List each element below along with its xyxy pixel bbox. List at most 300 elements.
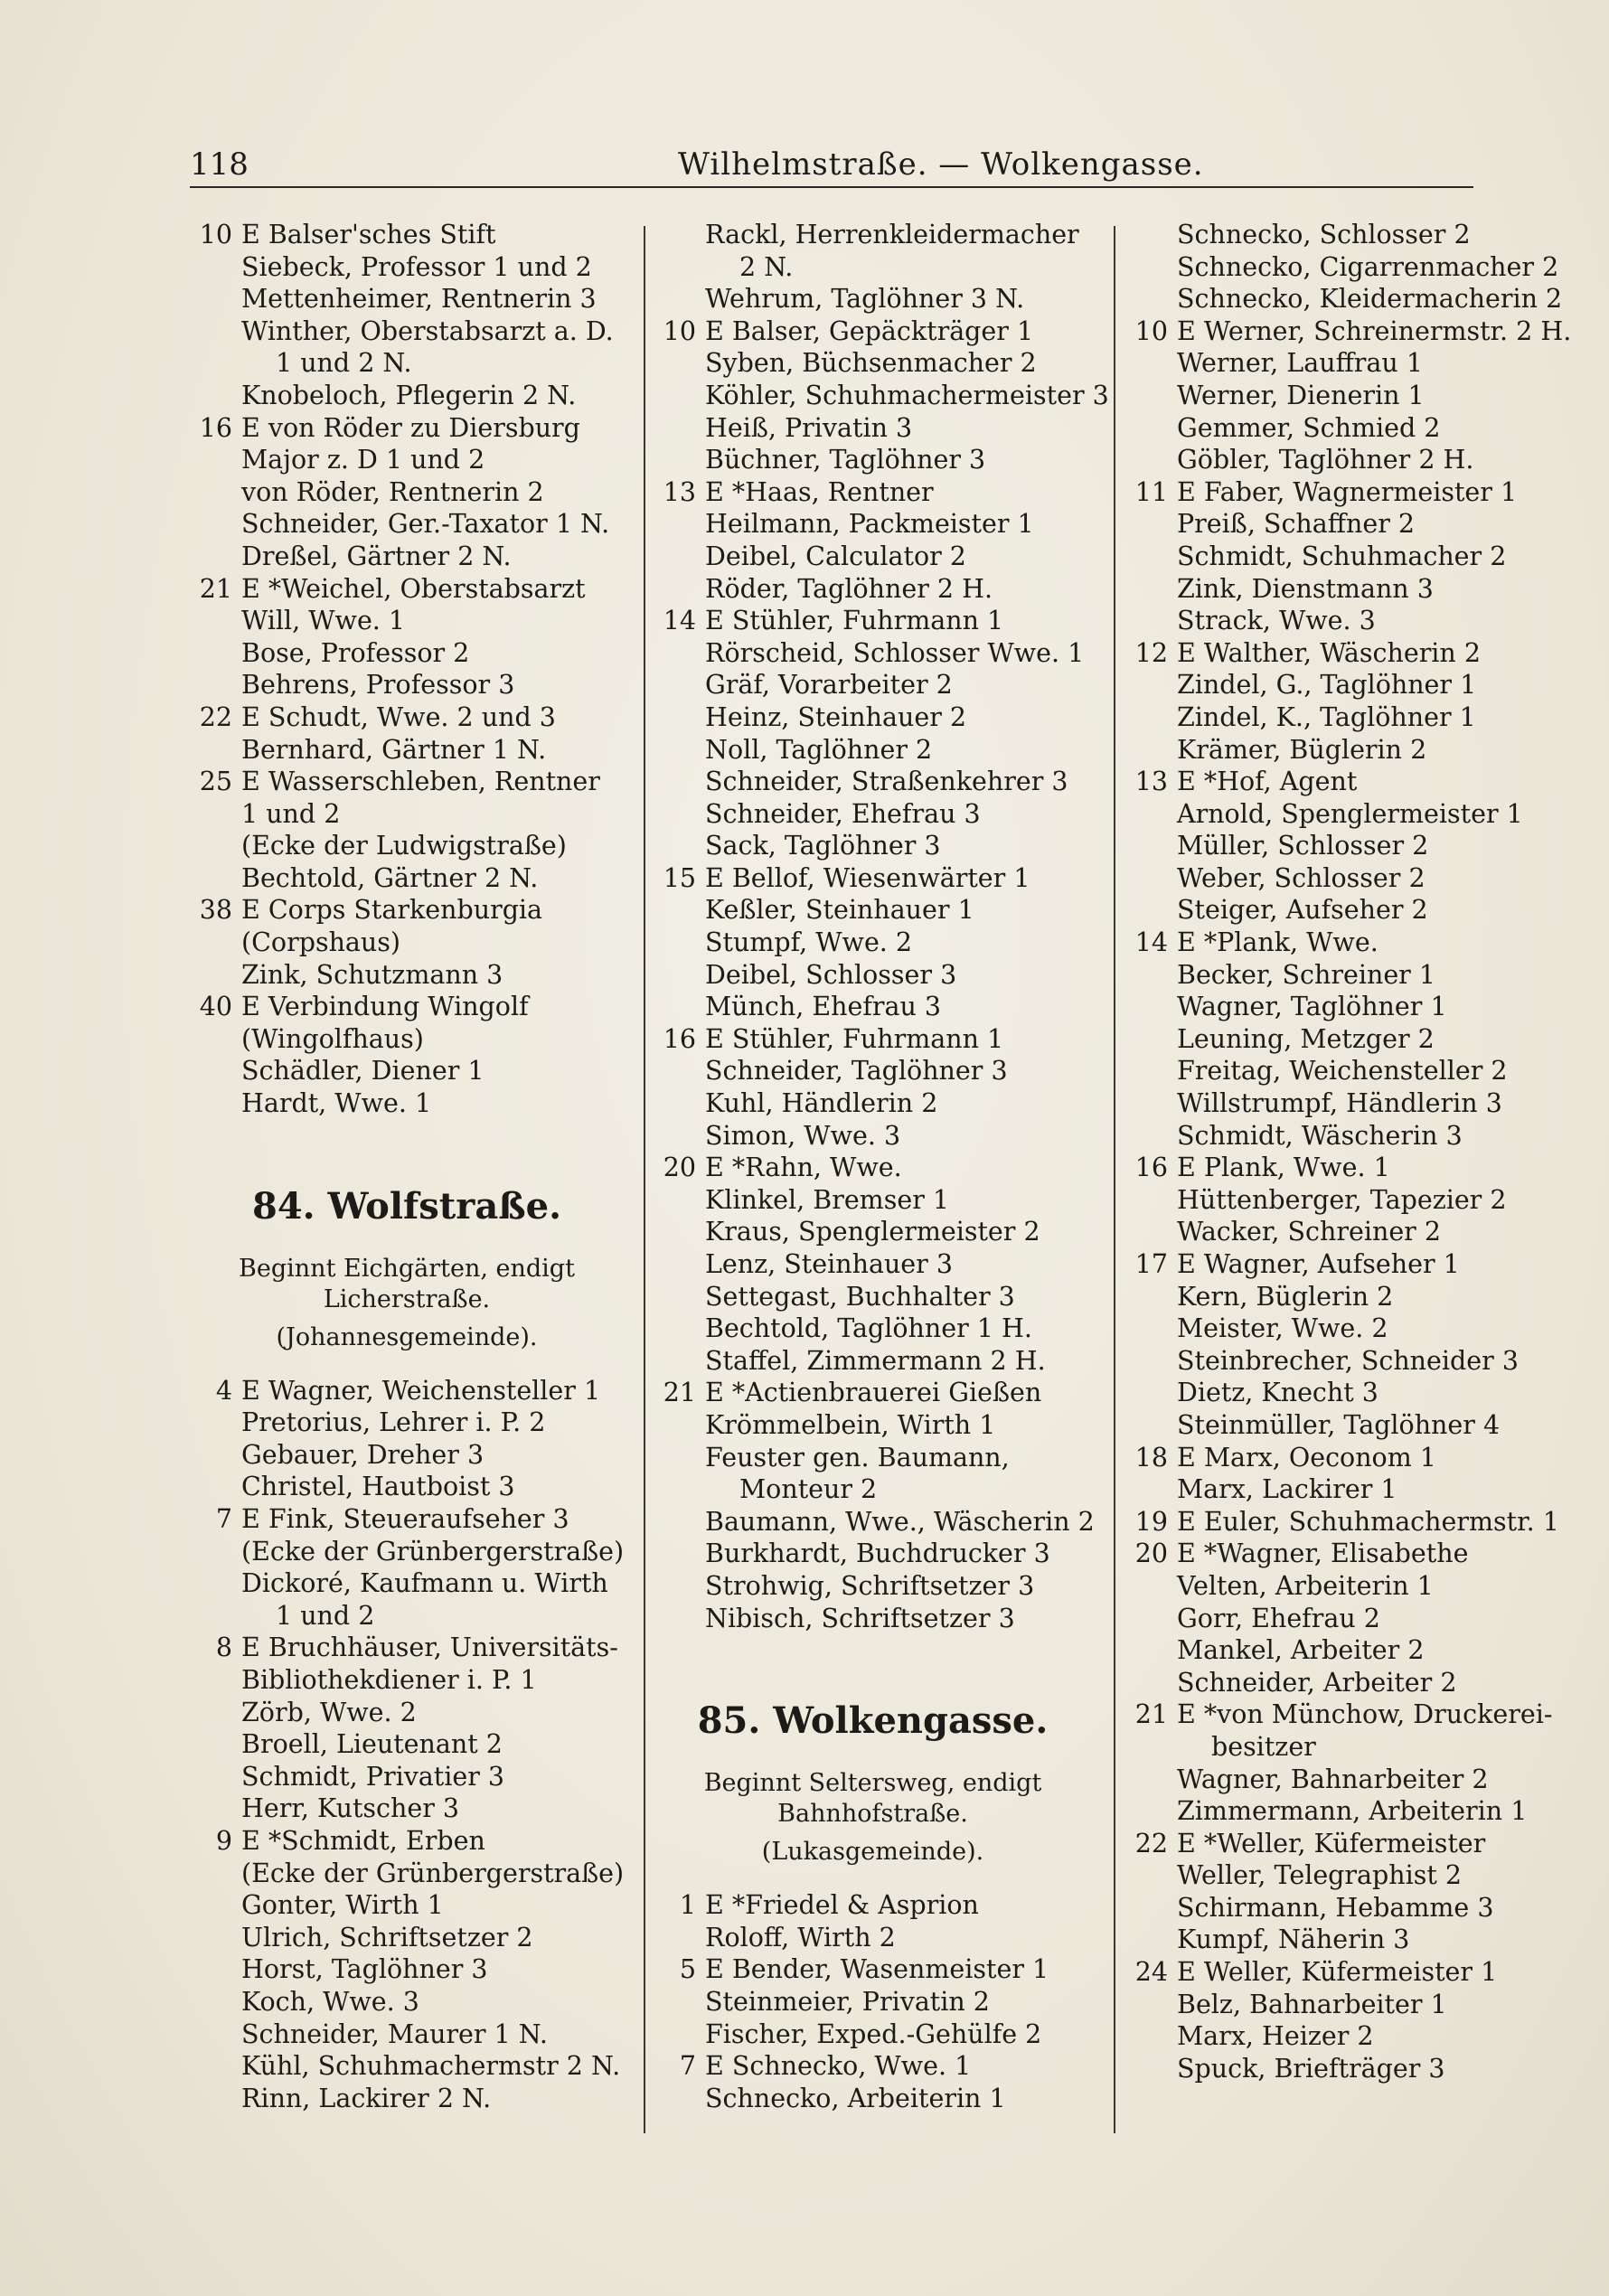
entry-text: E *Actienbrauerei Gießen	[705, 1378, 1042, 1408]
directory-entry	[649, 766, 1096, 798]
directory-entry	[1121, 798, 1523, 831]
entry-text: Herr, Kutscher 3	[241, 1793, 460, 1824]
directory-entry	[649, 669, 1096, 701]
entry-text: Krömmelbein, Wirth 1	[705, 1409, 996, 1440]
directory-entry	[185, 508, 628, 541]
entry-text: Dietz, Knecht 3	[1177, 1378, 1378, 1408]
directory-entry	[185, 1953, 628, 1986]
entries-wilhelmstrasse-col2	[649, 219, 1109, 1634]
entry-text: E Verbindung Wingolf	[241, 992, 529, 1022]
entry-text: E Weller, Küfermeister 1	[1177, 1957, 1498, 1988]
directory-entry	[1121, 219, 1519, 251]
directory-entry	[1121, 1956, 1519, 1989]
entry-text: Keßler, Steinhauer 1	[705, 895, 974, 926]
directory-entry	[649, 894, 1096, 927]
directory-entry	[185, 1439, 628, 1472]
directory-entry	[649, 412, 1096, 445]
directory-entry	[185, 1055, 628, 1087]
house-number: 21	[199, 573, 232, 604]
directory-entry	[185, 1600, 628, 1633]
directory-entry	[1121, 1120, 1519, 1153]
directory-entry	[649, 2050, 1096, 2083]
directory-entry	[1121, 1924, 1519, 1956]
entry-text: (Ecke der Grünbergerstraße)	[241, 1858, 625, 1888]
directory-entry	[649, 734, 1096, 767]
house-number: 12	[1134, 637, 1168, 668]
entry-text: 1 und 2 N.	[276, 348, 412, 379]
entry-text: Horst, Taglöhner 3	[241, 1954, 488, 1985]
entry-text: E *Plank, Wwe.	[1177, 927, 1378, 958]
entry-text: Leuning, Metzger 2	[1177, 1023, 1435, 1054]
section-85-description: Beginnt Seltersweg, endigt	[703, 1769, 1042, 1798]
entry-text: Heilmann, Packmeister 1	[705, 509, 1034, 540]
entry-text: Werner, Lauffrau 1	[1177, 348, 1423, 379]
entries-wilhelmstrasse-col1	[185, 219, 628, 1120]
house-number: 1	[679, 1890, 696, 1921]
entry-text: Werner, Dienerin 1	[1177, 380, 1425, 410]
directory-entry	[1121, 894, 1519, 927]
entry-text: Zink, Dienstmann 3	[1177, 573, 1434, 604]
directory-entry	[185, 347, 628, 380]
house-number: 7	[679, 2051, 696, 2082]
entry-text: Feuster gen. Baumann,	[705, 1442, 1010, 1473]
entry-text: von Röder, Rentnerin 2	[241, 476, 544, 507]
directory-entry	[1121, 1087, 1519, 1120]
directory-entry	[185, 1375, 628, 1407]
house-number: 17	[1134, 1249, 1168, 1279]
entry-text: Knobeloch, Pflegerin 2 N.	[241, 380, 577, 410]
running-title: Wilhelmstraße. — Wolkengasse.	[678, 146, 1204, 183]
directory-entry	[1121, 1764, 1519, 1796]
directory-entry	[649, 637, 1096, 670]
directory-entry	[185, 2050, 628, 2083]
directory-entry	[185, 1407, 628, 1439]
directory-entry	[185, 1023, 628, 1056]
directory-entry	[1121, 1184, 1519, 1217]
directory-entry	[185, 2083, 628, 2115]
directory-entry	[185, 412, 628, 445]
house-number: 20	[663, 1153, 696, 1183]
entry-text: Schmidt, Schuhmacher 2	[1177, 541, 1507, 571]
entry-text: E Balser'sches Stift	[241, 220, 496, 249]
entry-text: Preiß, Schaffner 2	[1177, 509, 1416, 540]
house-number: 8	[215, 1633, 232, 1663]
directory-entry	[1121, 1055, 1519, 1087]
directory-entry	[1121, 734, 1519, 767]
entry-text: Zimmermann, Arbeiterin 1	[1177, 1796, 1528, 1827]
directory-entry	[1121, 251, 1559, 284]
entry-text: Arnold, Spenglermeister 1	[1177, 798, 1523, 829]
entry-text: Schmidt, Wäscherin 3	[1177, 1120, 1463, 1151]
entry-text: Wagner, Bahnarbeiter 2	[1177, 1764, 1489, 1794]
entry-text: Wagner, Taglöhner 1	[1177, 992, 1447, 1022]
entry-text: Noll, Taglöhner 2	[705, 734, 933, 765]
directory-entry	[649, 830, 1096, 862]
directory-entry	[1121, 1859, 1519, 1892]
directory-entry	[1121, 1216, 1519, 1248]
directory-entry	[185, 1986, 628, 2018]
directory-entry	[649, 959, 1096, 992]
directory-entry	[1121, 991, 1519, 1023]
house-number: 16	[663, 1023, 696, 1054]
entry-text: Monteur 2	[739, 1474, 878, 1505]
directory-entry	[1121, 605, 1519, 637]
entry-text: Göbler, Taglöhner 2 H.	[1177, 445, 1474, 475]
entry-text: Kumpf, Näherin 3	[1177, 1924, 1410, 1955]
entry-text: Lenz, Steinhauer 3	[705, 1249, 953, 1279]
entry-text: Baumann, Wwe., Wäscherin 2	[705, 1506, 1095, 1537]
house-number: 10	[199, 220, 232, 249]
entries-wolkengasse-col3	[1121, 219, 1572, 2084]
entry-text: Gonter, Wirth 1	[241, 1890, 444, 1921]
directory-entry	[1121, 1570, 1519, 1603]
directory-entry	[185, 444, 628, 476]
directory-entry	[649, 347, 1096, 380]
entry-text: Schneider, Taglöhner 3	[705, 1056, 1008, 1087]
entry-text: Stumpf, Wwe. 2	[705, 927, 913, 958]
entry-text: E *Weichel, Oberstabsarzt	[241, 573, 586, 604]
entry-text: Schneider, Arbeiter 2	[1177, 1667, 1457, 1698]
page-header	[190, 146, 1482, 192]
directory-entry	[185, 1536, 628, 1568]
directory-entry	[1121, 412, 1519, 445]
directory-entry	[1121, 2053, 1519, 2085]
house-number: 38	[199, 895, 232, 926]
directory-entry	[1121, 1023, 1519, 1056]
directory-entry	[649, 283, 1096, 315]
entry-text: Hüttenberger, Tapezier 2	[1177, 1184, 1507, 1215]
entry-text: Heiß, Privatin 3	[705, 412, 913, 443]
entry-text: E Schnecko, Wwe. 1	[705, 2051, 972, 2082]
directory-entry	[649, 444, 1096, 476]
directory-entry	[1121, 669, 1519, 701]
entry-text: Gräf, Vorarbeiter 2	[705, 670, 953, 701]
directory-entry	[185, 476, 628, 509]
entry-text: Mankel, Arbeiter 2	[1177, 1635, 1425, 1666]
directory-entry	[649, 1442, 1096, 1474]
directory-entry	[1121, 1795, 1528, 1828]
entry-text: Weller, Telegraphist 2	[1177, 1860, 1463, 1891]
directory-entry	[1121, 1409, 1519, 1442]
directory-entry	[185, 734, 628, 767]
directory-entry	[185, 1922, 628, 1954]
entry-text: E *Hof, Agent	[1177, 767, 1358, 797]
entry-text: (Ecke der Ludwigstraße)	[241, 831, 567, 861]
entry-text: Major z. D 1 und 2	[241, 445, 485, 475]
directory-entry	[185, 283, 628, 315]
entry-text: E Wasserschleben, Rentner	[241, 767, 600, 797]
directory-entry	[1121, 1442, 1519, 1474]
directory-entry	[185, 798, 628, 831]
header-rule	[190, 186, 1473, 188]
directory-entry	[649, 1248, 1096, 1281]
directory-entry	[185, 1793, 628, 1825]
directory-entry	[185, 251, 628, 284]
directory-entry	[649, 1986, 1096, 2018]
entry-text: (Wingolfhaus)	[241, 1023, 424, 1054]
house-number: 40	[199, 992, 232, 1022]
entry-text: Velten, Arbeiterin 1	[1177, 1570, 1434, 1601]
entry-text: Schneider, Ehefrau 3	[705, 798, 981, 829]
directory-entry	[1121, 830, 1519, 862]
entry-text: E *Rahn, Wwe.	[705, 1153, 902, 1183]
entry-text: Rinn, Lackirer 2 N.	[241, 2083, 492, 2113]
house-number: 5	[679, 1954, 696, 1985]
directory-entry	[185, 1728, 628, 1761]
entry-text: 2 N.	[739, 251, 794, 282]
entry-text: E Bellof, Wiesenwärter 1	[705, 862, 1030, 893]
column-divider	[1114, 226, 1115, 2133]
entry-text: 1 und 2	[276, 1600, 375, 1631]
directory-entry	[649, 476, 1096, 509]
entry-text: Steiger, Aufseher 2	[1177, 895, 1428, 926]
house-number: 16	[199, 412, 232, 443]
entry-text: Steinbrecher, Schneider 3	[1177, 1345, 1519, 1376]
entry-text: E *Haas, Rentner	[705, 476, 934, 507]
directory-entry	[649, 1281, 1096, 1313]
entry-text: Wacker, Schreiner 2	[1177, 1217, 1441, 1247]
directory-entry	[185, 637, 628, 670]
house-number: 15	[663, 862, 696, 893]
directory-entry	[185, 959, 628, 992]
entry-text: Nibisch, Schriftsetzer 3	[705, 1603, 1015, 1633]
directory-entry	[649, 605, 1096, 637]
entry-text: Deibel, Schlosser 3	[705, 959, 957, 990]
entry-text: Pretorius, Lehrer i. P. 2	[241, 1407, 546, 1438]
entry-text: Simon, Wwe. 3	[705, 1120, 901, 1151]
entry-text: Schmidt, Privatier 3	[241, 1761, 505, 1792]
entry-text: Köhler, Schuhmachermeister 3	[705, 380, 1109, 410]
entry-text: Marx, Lackirer 1	[1177, 1474, 1397, 1505]
entry-text: E Fink, Steueraufseher 3	[241, 1504, 569, 1534]
entry-text: Bechtold, Taglöhner 1 H.	[705, 1313, 1032, 1344]
entry-text: Bernhard, Gärtner 1 N.	[241, 734, 547, 765]
entry-text: E *Weller, Küfermeister	[1177, 1828, 1486, 1858]
directory-entry	[649, 1087, 1096, 1120]
entry-text: Zindel, G., Taglöhner 1	[1177, 670, 1477, 701]
directory-entry	[649, 251, 1096, 284]
entry-text: Rackl, Herrenkleidermacher	[705, 220, 1079, 249]
directory-entry	[1121, 637, 1519, 670]
directory-entry	[1121, 1473, 1519, 1506]
entry-text: Staffel, Zimmermann 2 H.	[705, 1345, 1046, 1376]
entry-text: Marx, Heizer 2	[1177, 2021, 1374, 2052]
directory-entry	[1121, 476, 1519, 509]
column-1	[185, 219, 628, 2114]
entry-text: E *Friedel & Asprion	[705, 1890, 979, 1921]
directory-entry	[1121, 541, 1519, 573]
directory-entry	[1121, 701, 1519, 734]
entry-text: Schnecko, Kleidermacherin 2	[1177, 284, 1563, 315]
directory-entry	[185, 766, 628, 798]
directory-entry	[649, 1216, 1096, 1248]
directory-entry	[649, 2083, 1096, 2115]
directory-entry	[649, 508, 1096, 541]
section-84-description: Licherstraße.	[323, 1284, 491, 1313]
house-number: 21	[663, 1378, 696, 1408]
entry-text: Gorr, Ehefrau 2	[1177, 1603, 1380, 1633]
entry-text: Behrens, Professor 3	[241, 670, 515, 701]
directory-entry	[185, 1664, 628, 1697]
directory-entry	[185, 701, 628, 734]
column-3	[1121, 219, 1572, 2084]
directory-entry	[1121, 1538, 1519, 1570]
house-number: 13	[1134, 767, 1168, 797]
entry-text: Koch, Wwe. 3	[241, 1986, 419, 2017]
directory-entry	[185, 1567, 628, 1600]
entry-text: Strack, Wwe. 3	[1177, 606, 1376, 636]
entry-text: E Faber, Wagnermeister 1	[1177, 476, 1518, 507]
directory-entry	[649, 701, 1096, 734]
entry-text: E Wagner, Weichensteller 1	[241, 1375, 601, 1406]
directory-entry	[649, 1184, 1096, 1217]
directory-entry	[1121, 1828, 1519, 1860]
directory-entry	[185, 1471, 628, 1503]
entry-text: Syben, Büchsenmacher 2	[705, 348, 1037, 379]
entry-text: E *von Münchow, Druckerei-	[1177, 1699, 1553, 1730]
entry-text: Büchner, Taglöhner 3	[705, 445, 986, 475]
entry-text: Zörb, Wwe. 2	[241, 1697, 417, 1727]
entry-text: Christel, Hautboist 3	[241, 1472, 515, 1502]
directory-entry	[1121, 1248, 1519, 1281]
directory-entry	[185, 991, 628, 1023]
entry-text: Willstrumpf, Händlerin 3	[1177, 1088, 1502, 1119]
directory-entry	[649, 1055, 1096, 1087]
column-divider	[644, 226, 645, 2133]
entry-text: E Marx, Oeconom 1	[1177, 1442, 1436, 1473]
house-number: 13	[663, 476, 696, 507]
entry-text: Roloff, Wirth 2	[705, 1922, 896, 1953]
directory-entry	[185, 541, 628, 573]
directory-entry	[1121, 1281, 1519, 1313]
directory-entry	[185, 1825, 628, 1858]
directory-entry	[1121, 1667, 1519, 1699]
directory-entry	[649, 1152, 1096, 1184]
directory-entry	[1121, 1698, 1553, 1731]
directory-entry	[1121, 380, 1519, 412]
entry-text: Freitag, Weichensteller 2	[1177, 1056, 1508, 1087]
directory-entry	[185, 315, 628, 348]
directory-entry	[1121, 2020, 1519, 2053]
entry-text: Zindel, K., Taglöhner 1	[1177, 701, 1476, 732]
house-number: 22	[199, 701, 232, 732]
entry-text: Kern, Büglerin 2	[1177, 1281, 1394, 1312]
entry-text: E Euler, Schuhmachermstr. 1	[1177, 1506, 1559, 1537]
entry-text: Schneider, Maurer 1 N.	[241, 2018, 548, 2049]
entry-text: E Stühler, Fuhrmann 1	[705, 1023, 1004, 1054]
entry-text: Kraus, Spenglermeister 2	[705, 1217, 1040, 1247]
directory-entry	[1121, 1313, 1519, 1345]
directory-entry	[185, 1632, 628, 1664]
entry-text: Broell, Lieutenant 2	[241, 1729, 503, 1760]
entry-text: Zink, Schutzmann 3	[241, 959, 503, 990]
directory-entry	[1121, 766, 1519, 798]
section-85-parish: (Lukasgemeinde).	[761, 1838, 984, 1867]
entry-text: E *Schmidt, Erben	[241, 1825, 485, 1856]
directory-entry	[649, 927, 1096, 959]
entry-text: Belz, Bahnarbeiter 1	[1177, 1989, 1447, 2019]
entry-text: E Schudt, Wwe. 2 und 3	[241, 701, 556, 732]
entry-text: Burkhardt, Buchdrucker 3	[705, 1539, 1050, 1569]
directory-entry	[649, 1538, 1096, 1570]
entry-text: Krämer, Büglerin 2	[1177, 734, 1427, 765]
entry-text: E Werner, Schreinermstr. 2 H.	[1177, 315, 1572, 346]
entry-text: E *Wagner, Elisabethe	[1177, 1539, 1469, 1569]
section-84-title: 84. Wolfstraße.	[251, 1184, 561, 1228]
directory-entry	[649, 1313, 1096, 1345]
entry-text: (Corpshaus)	[241, 927, 401, 958]
directory-entry	[1121, 927, 1519, 959]
directory-entry	[1121, 1892, 1519, 1924]
entry-text: Sack, Taglöhner 3	[705, 831, 941, 861]
entry-text: (Ecke der Grünbergerstraße)	[241, 1536, 625, 1567]
entry-text: Wehrum, Taglöhner 3 N.	[705, 284, 1025, 315]
entry-text: Bibliothekdiener i. P. 1	[241, 1664, 537, 1695]
house-number: 14	[1134, 927, 1168, 958]
column-2	[649, 219, 1109, 2114]
directory-entry	[185, 1889, 628, 1922]
directory-entry	[1121, 959, 1519, 992]
directory-entry	[649, 315, 1096, 348]
entry-text: E Balser, Gepäckträger 1	[705, 315, 1034, 346]
house-number: 7	[215, 1504, 232, 1534]
entry-text: E Bender, Wasenmeister 1	[705, 1954, 1049, 1985]
directory-entry	[185, 830, 628, 862]
entry-text: Meister, Wwe. 2	[1177, 1313, 1388, 1344]
directory-entry	[1121, 315, 1572, 348]
directory-entry	[649, 573, 1096, 606]
entry-text: Weber, Schlosser 2	[1177, 862, 1426, 893]
entry-text: Bechtold, Gärtner 2 N.	[241, 862, 539, 893]
entry-text: Deibel, Calculator 2	[705, 541, 966, 571]
house-number: 19	[1134, 1506, 1168, 1537]
entry-text: Bose, Professor 2	[241, 637, 470, 668]
directory-entry	[649, 1120, 1096, 1153]
entry-text: Gemmer, Schmied 2	[1177, 412, 1441, 443]
house-number: 20	[1134, 1539, 1168, 1569]
house-number: 24	[1134, 1957, 1168, 1988]
section-85-title: 85. Wolkengasse.	[697, 1699, 1049, 1743]
directory-entry	[185, 380, 628, 412]
house-number: 9	[215, 1825, 232, 1856]
entry-text: besitzer	[1211, 1731, 1316, 1762]
directory-entry	[649, 380, 1109, 412]
entry-text: E Stühler, Fuhrmann 1	[705, 606, 1004, 636]
directory-entry	[1121, 1345, 1519, 1378]
directory-entry	[185, 669, 628, 701]
entry-text: E Bruchhäuser, Universitäts-	[241, 1633, 618, 1663]
house-number: 10	[1134, 315, 1168, 346]
entry-text: Heinz, Steinhauer 2	[705, 701, 967, 732]
entry-text: Dickoré, Kaufmann u. Wirth	[241, 1568, 608, 1599]
entry-text: Schädler, Diener 1	[241, 1056, 485, 1087]
house-number: 14	[663, 606, 696, 636]
entry-text: Hardt, Wwe. 1	[241, 1088, 432, 1119]
directory-entry	[649, 541, 1096, 573]
directory-entry	[1121, 444, 1519, 476]
directory-entry	[185, 1761, 628, 1793]
directory-entry	[185, 573, 628, 606]
entry-text: Steinmeier, Privatin 2	[705, 1986, 990, 2017]
entry-text: Strohwig, Schriftsetzer 3	[705, 1570, 1035, 1601]
entry-text: Röder, Taglöhner 2 H.	[705, 573, 993, 604]
house-number: 21	[1134, 1699, 1168, 1730]
house-number: 18	[1134, 1442, 1168, 1473]
directory-entry	[185, 219, 628, 251]
directory-entry	[649, 1570, 1096, 1603]
directory-entry	[185, 2018, 628, 2051]
directory-entry	[185, 1503, 628, 1536]
